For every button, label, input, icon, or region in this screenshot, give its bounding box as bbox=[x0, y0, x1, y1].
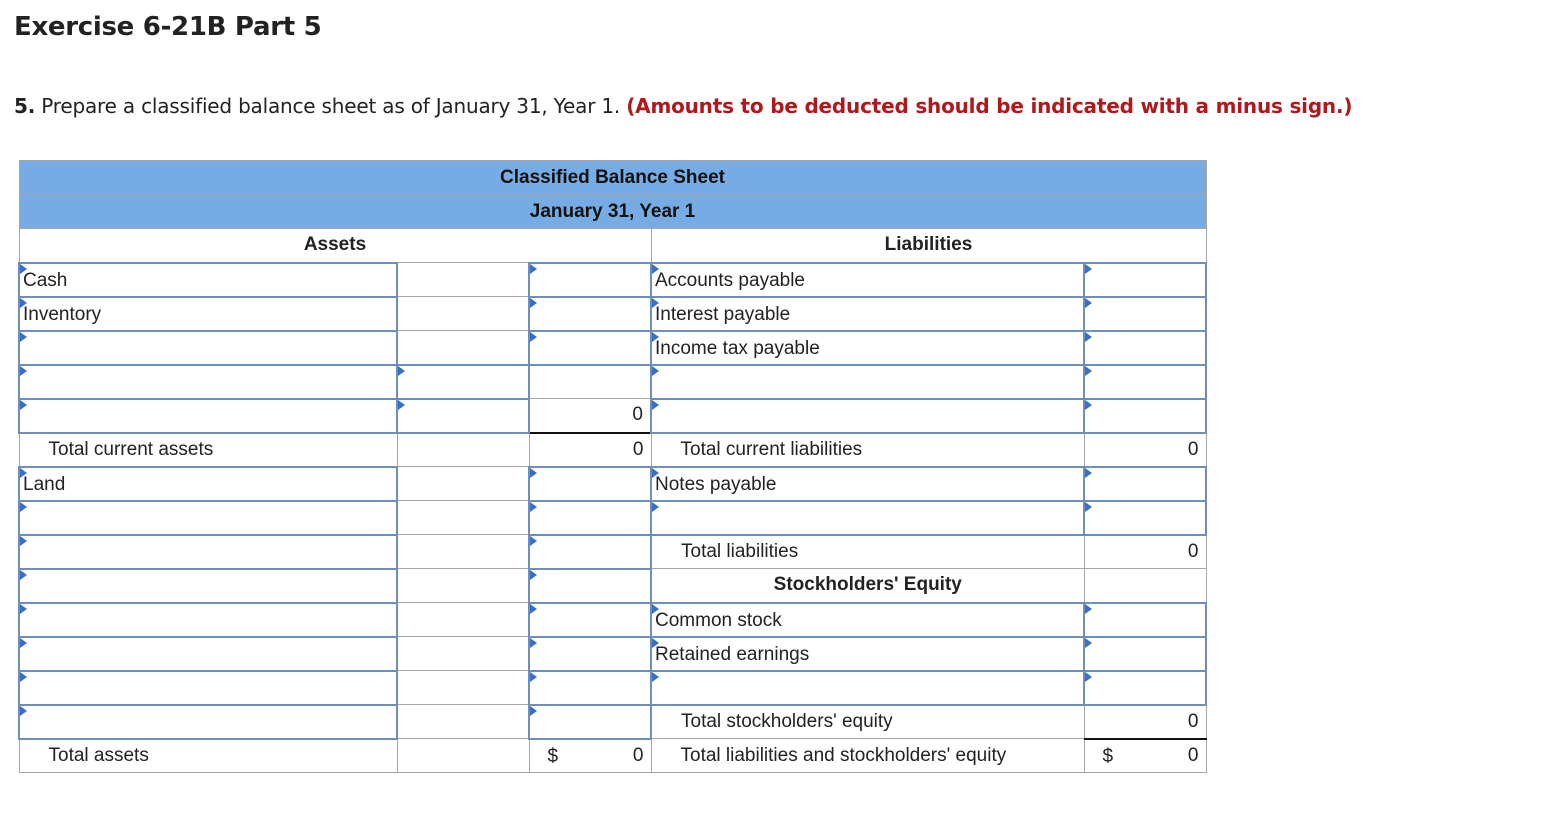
equity-amount-input[interactable] bbox=[1084, 603, 1206, 637]
equity-account-select[interactable] bbox=[651, 671, 1084, 705]
equity-account-select[interactable]: Common stock bbox=[651, 603, 1084, 637]
asset-account-select[interactable] bbox=[19, 569, 397, 603]
dropdown-arrow-icon bbox=[530, 604, 537, 614]
asset-subamount-input[interactable] bbox=[397, 399, 529, 433]
dropdown-arrow-icon bbox=[20, 502, 27, 512]
dropdown-arrow-icon bbox=[398, 366, 405, 376]
asset-empty-cell bbox=[529, 365, 651, 399]
total-current-assets-label: Total current assets bbox=[19, 433, 397, 467]
dropdown-arrow-icon bbox=[530, 332, 537, 342]
dropdown-arrow-icon bbox=[20, 536, 27, 546]
dropdown-arrow-icon bbox=[398, 400, 405, 410]
asset-account-select[interactable] bbox=[19, 535, 397, 569]
liability-account-select[interactable]: Income tax payable bbox=[651, 331, 1084, 365]
dropdown-arrow-icon bbox=[1085, 264, 1092, 274]
prompt-instruction: (Amounts to be deducted should be indicated with a minus sign.) bbox=[626, 94, 1353, 118]
liability-account-select[interactable]: Interest payable bbox=[651, 297, 1084, 331]
total-liabilities-value: 0 bbox=[1084, 535, 1206, 569]
table-row bbox=[19, 535, 1206, 569]
dropdown-arrow-icon bbox=[20, 604, 27, 614]
table-row bbox=[19, 263, 1206, 297]
dropdown-arrow-icon bbox=[652, 672, 659, 682]
liability-account-select[interactable]: Accounts payable bbox=[651, 263, 1084, 297]
dropdown-arrow-icon bbox=[20, 570, 27, 580]
dropdown-arrow-icon bbox=[530, 638, 537, 648]
dropdown-arrow-icon bbox=[1085, 502, 1092, 512]
equity-amount-input[interactable] bbox=[1084, 671, 1206, 705]
asset-empty-cell bbox=[397, 467, 529, 501]
table-row bbox=[19, 671, 1206, 705]
table-row bbox=[19, 501, 1206, 535]
asset-amount-input[interactable] bbox=[529, 705, 651, 739]
liability-empty-cell bbox=[1084, 569, 1206, 603]
asset-account-select[interactable]: Land bbox=[19, 467, 397, 501]
question-prompt bbox=[14, 94, 1352, 118]
liability-account-select[interactable] bbox=[651, 501, 1084, 535]
dropdown-arrow-icon bbox=[530, 536, 537, 546]
dropdown-arrow-icon bbox=[530, 502, 537, 512]
dropdown-arrow-icon bbox=[20, 638, 27, 648]
dropdown-arrow-icon bbox=[20, 366, 27, 376]
liability-account-select[interactable] bbox=[651, 399, 1084, 433]
dropdown-arrow-icon bbox=[1085, 604, 1092, 614]
asset-account-select[interactable] bbox=[19, 637, 397, 671]
dollar-sign: $ bbox=[1102, 745, 1114, 767]
table-row bbox=[19, 365, 1206, 399]
total-assets-label: Total assets bbox=[19, 739, 397, 773]
prompt-number: 5. bbox=[14, 94, 36, 118]
asset-account-select[interactable]: Inventory bbox=[19, 297, 397, 331]
equity-account-select[interactable]: Retained earnings bbox=[651, 637, 1084, 671]
asset-empty-cell bbox=[397, 331, 529, 365]
liability-amount-input[interactable] bbox=[1084, 365, 1206, 399]
asset-empty-cell bbox=[397, 433, 529, 467]
liability-amount-input[interactable] bbox=[1084, 331, 1206, 365]
asset-account-select[interactable] bbox=[19, 399, 397, 433]
asset-amount-input[interactable] bbox=[529, 263, 651, 297]
asset-amount-input[interactable] bbox=[529, 569, 651, 603]
table-row bbox=[19, 399, 1206, 433]
dropdown-arrow-icon bbox=[652, 502, 659, 512]
dropdown-arrow-icon bbox=[1085, 468, 1092, 478]
table-row bbox=[19, 297, 1206, 331]
asset-account-select[interactable] bbox=[19, 671, 397, 705]
total-liab-equity-label: Total liabilities and stockholders' equity bbox=[651, 739, 1084, 773]
table-row bbox=[19, 637, 1206, 671]
total-assets-value: $ 0 bbox=[529, 739, 651, 773]
table-row bbox=[19, 569, 1206, 603]
dropdown-arrow-icon bbox=[530, 468, 537, 478]
liability-amount-input[interactable] bbox=[1084, 297, 1206, 331]
dropdown-arrow-icon bbox=[1085, 672, 1092, 682]
dropdown-arrow-icon bbox=[530, 672, 537, 682]
page-title: Exercise 6-21B Part 5 bbox=[14, 12, 322, 42]
asset-amount-input[interactable] bbox=[529, 637, 651, 671]
dropdown-arrow-icon bbox=[20, 332, 27, 342]
total-current-liabilities-value: 0 bbox=[1084, 433, 1206, 467]
asset-account-select[interactable]: Cash bbox=[19, 263, 397, 297]
asset-account-select[interactable] bbox=[19, 705, 397, 739]
dropdown-arrow-icon bbox=[20, 672, 27, 682]
total-liab-equity-value: $ 0 bbox=[1084, 739, 1206, 773]
table-row bbox=[19, 603, 1206, 637]
total-equity-value: 0 bbox=[1084, 705, 1206, 739]
asset-empty-cell bbox=[397, 535, 529, 569]
dropdown-arrow-icon bbox=[530, 570, 537, 580]
asset-empty-cell bbox=[397, 637, 529, 671]
asset-account-select[interactable] bbox=[19, 365, 397, 399]
liabilities-header: Liabilities bbox=[651, 229, 1206, 263]
asset-account-select[interactable] bbox=[19, 331, 397, 365]
dropdown-arrow-icon bbox=[652, 366, 659, 376]
asset-empty-cell bbox=[397, 297, 529, 331]
asset-amount-input[interactable] bbox=[529, 297, 651, 331]
total-equity-label: Total stockholders' equity bbox=[651, 705, 1084, 739]
asset-subtotal-value: 0 bbox=[529, 399, 651, 433]
dropdown-arrow-icon bbox=[20, 706, 27, 716]
asset-empty-cell bbox=[397, 569, 529, 603]
asset-amount-input[interactable] bbox=[529, 501, 651, 535]
table-row bbox=[19, 705, 1206, 739]
dropdown-arrow-icon bbox=[530, 298, 537, 308]
dropdown-arrow-icon bbox=[530, 264, 537, 274]
balance-sheet-table bbox=[18, 160, 1207, 773]
asset-amount-input[interactable] bbox=[529, 671, 651, 705]
equity-header: Stockholders' Equity bbox=[651, 569, 1084, 603]
sheet-title: Classified Balance Sheet bbox=[19, 161, 1206, 195]
dollar-sign: $ bbox=[547, 745, 559, 767]
asset-subamount-input[interactable] bbox=[397, 365, 529, 399]
liability-amount-input[interactable] bbox=[1084, 501, 1206, 535]
dropdown-arrow-icon bbox=[1085, 366, 1092, 376]
asset-empty-cell bbox=[397, 671, 529, 705]
liability-amount-input[interactable] bbox=[1084, 399, 1206, 433]
table-row bbox=[19, 331, 1206, 365]
asset-account-select[interactable] bbox=[19, 603, 397, 637]
asset-amount-input[interactable] bbox=[529, 603, 651, 637]
asset-empty-cell bbox=[397, 739, 529, 773]
asset-empty-cell bbox=[397, 705, 529, 739]
liability-account-select[interactable] bbox=[651, 365, 1084, 399]
dropdown-arrow-icon bbox=[20, 400, 27, 410]
liability-amount-input[interactable] bbox=[1084, 263, 1206, 297]
equity-amount-input[interactable] bbox=[1084, 637, 1206, 671]
sheet-date: January 31, Year 1 bbox=[19, 195, 1206, 229]
asset-amount-input[interactable] bbox=[529, 331, 651, 365]
table-row bbox=[19, 433, 1206, 467]
dropdown-arrow-icon bbox=[1085, 400, 1092, 410]
dropdown-arrow-icon bbox=[1085, 332, 1092, 342]
asset-amount-input[interactable] bbox=[529, 535, 651, 569]
table-row bbox=[19, 739, 1206, 773]
assets-header: Assets bbox=[19, 229, 651, 263]
table-row bbox=[19, 467, 1206, 501]
asset-amount-input[interactable] bbox=[529, 467, 651, 501]
dropdown-arrow-icon bbox=[1085, 298, 1092, 308]
dropdown-arrow-icon bbox=[652, 400, 659, 410]
asset-empty-cell bbox=[397, 501, 529, 535]
liability-amount-input[interactable] bbox=[1084, 467, 1206, 501]
asset-empty-cell bbox=[397, 603, 529, 637]
dropdown-arrow-icon bbox=[1085, 638, 1092, 648]
liability-account-select[interactable]: Notes payable bbox=[651, 467, 1084, 501]
total-current-liabilities-label: Total current liabilities bbox=[651, 433, 1084, 467]
total-liabilities-label: Total liabilities bbox=[651, 535, 1084, 569]
asset-account-select[interactable] bbox=[19, 501, 397, 535]
dropdown-arrow-icon bbox=[530, 706, 537, 716]
prompt-text: Prepare a classified balance sheet as of January 31, Year 1. bbox=[41, 94, 621, 118]
total-current-assets-value: 0 bbox=[529, 433, 651, 467]
asset-empty-cell bbox=[397, 263, 529, 297]
